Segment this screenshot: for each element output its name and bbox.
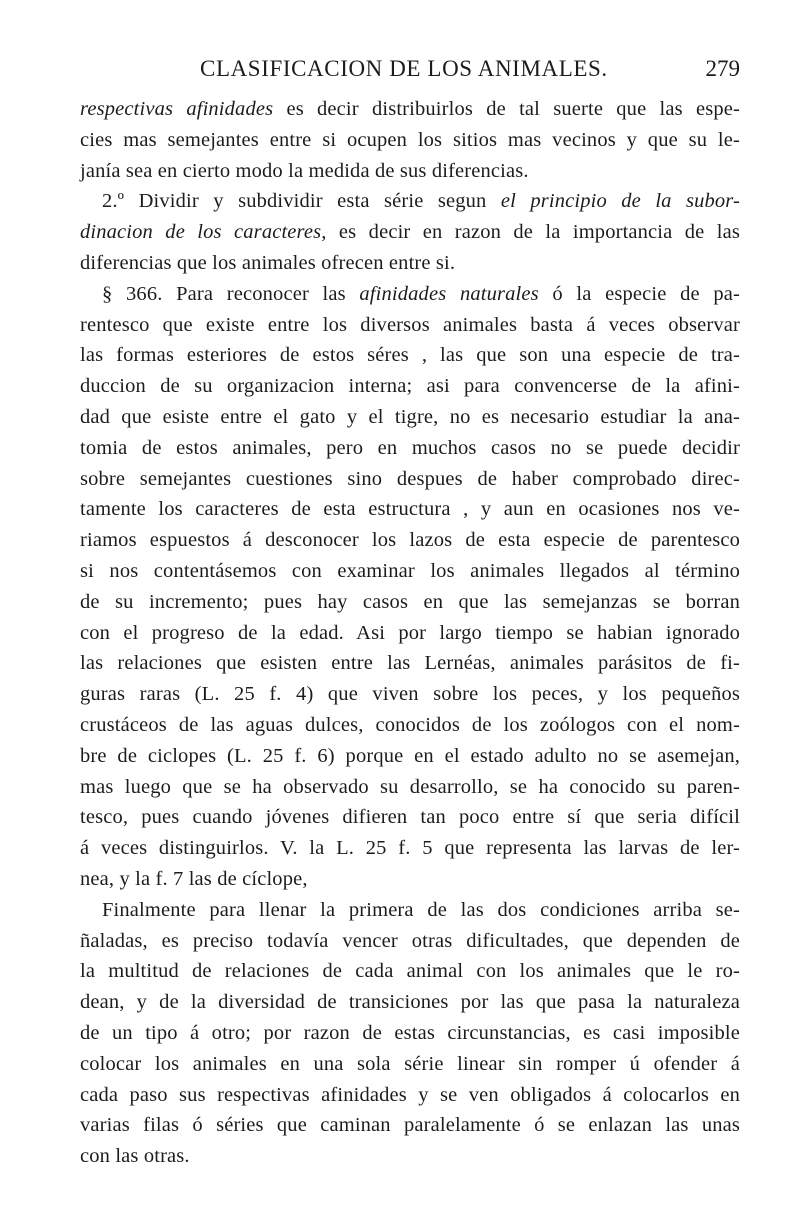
text-line: diferencias que los animales ofrecen entre si. bbox=[80, 251, 456, 274]
text-line: janía sea en cierto modo la medida de sus diferencias. bbox=[80, 159, 529, 182]
text-line: rentesco que existe entre los diversos animales basta á veces observar bbox=[80, 313, 740, 336]
running-head bbox=[80, 52, 740, 86]
text-line: de su incremento; pues hay casos en que las semejanzas se borran bbox=[80, 590, 740, 613]
text-line: nea, y la f. 7 las de cíclope, bbox=[80, 867, 308, 890]
text-line: con las otras. bbox=[80, 1145, 190, 1168]
text-line: crustáceos de las aguas dulces, conocidos de los zoólogos con el nom- bbox=[80, 713, 740, 736]
italic-phrase: respectivas afinidades bbox=[80, 98, 274, 120]
body-text bbox=[80, 94, 740, 1172]
text-line: mas luego que se ha observado su desarrollo, se ha conocido su paren- bbox=[80, 775, 740, 798]
text-line bbox=[80, 94, 740, 125]
text-fragment: es decir en razon de la importancia de las bbox=[326, 221, 740, 244]
text-line: varias filas ó séries que caminan paralelamente ó se enlazan las unas bbox=[80, 1114, 740, 1137]
text-line: tomia de estos animales, pero en muchos casos no se puede decidir bbox=[80, 436, 740, 459]
text-line: colocar los animales en una sola série linear sin romper ú ofender á bbox=[80, 1052, 740, 1075]
text-line: ñaladas, es preciso todavía vencer otras dificultades, que dependen de bbox=[80, 929, 740, 952]
text-line: las relaciones que esisten entre las Lernéas, animales parásitos de fi- bbox=[80, 652, 740, 675]
text-fragment: ó la especie de pa- bbox=[538, 282, 741, 305]
text-line: si nos contentásemos con examinar los animales llegados al término bbox=[80, 559, 740, 582]
text-line: la multitud de relaciones de cada animal con los animales que le ro- bbox=[80, 960, 740, 983]
text-line bbox=[80, 279, 740, 310]
text-line: las formas esteriores de estos séres , las que son una especie de tra- bbox=[80, 344, 740, 367]
italic-phrase: dinacion de los caracteres, bbox=[80, 221, 327, 244]
text-line: cies mas semejantes entre si ocupen los sitios mas vecinos y que su le- bbox=[80, 128, 740, 151]
page-title: CLASIFICACION DE LOS ANIMALES. bbox=[200, 56, 608, 81]
text-line: de un tipo á otro; por razon de estas circunstancias, es casi imposible bbox=[80, 1021, 740, 1044]
page-number: 279 bbox=[705, 56, 740, 81]
text-fragment: 2.º Dividir y subdividir esta série segun bbox=[102, 190, 501, 213]
text-line: duccion de su organizacion interna; asi para convencerse de la afini- bbox=[80, 375, 740, 398]
text-line: tamente los caracteres de esta estructura , y aun en ocasiones nos ve- bbox=[80, 498, 740, 521]
text-fragment: es decir distribuirlos de tal suerte que las espe- bbox=[273, 98, 740, 120]
text-line: guras raras (L. 25 f. 4) que viven sobre los peces, y los pequeños bbox=[80, 683, 740, 706]
text-fragment: § 366. Para reconocer las bbox=[102, 282, 360, 305]
text-line: á veces distinguirlos. V. la L. 25 f. 5 que representa las larvas de ler- bbox=[80, 837, 740, 860]
text-line: dad que esiste entre el gato y el tigre, no es necesario estudiar la ana- bbox=[80, 405, 740, 428]
text-line bbox=[80, 186, 740, 217]
text-line: con el progreso de la edad. Asi por largo tiempo se habian ignorado bbox=[80, 621, 740, 644]
text-line: sobre semejantes cuestiones sino despues de haber comprobado direc- bbox=[80, 467, 740, 490]
text-line: cada paso sus respectivas afinidades y se ven obligados á colocarlos en bbox=[80, 1083, 740, 1106]
text-line: tesco, pues cuando jóvenes difieren tan poco entre sí que seria difícil bbox=[80, 806, 740, 829]
text-line: Finalmente para llenar la primera de las dos condiciones arriba se- bbox=[102, 898, 740, 921]
italic-phrase: afinidades naturales bbox=[359, 282, 539, 305]
text-line: bre de ciclopes (L. 25 f. 6) porque en el estado adulto no se asemejan, bbox=[80, 744, 740, 767]
text-line: riamos espuestos á desconocer los lazos de esta especie de parentesco bbox=[80, 529, 740, 552]
italic-phrase: el principio de la subor- bbox=[500, 190, 740, 213]
text-line: dean, y de la diversidad de transiciones por las que pasa la naturaleza bbox=[80, 991, 740, 1014]
text-line bbox=[80, 217, 740, 248]
